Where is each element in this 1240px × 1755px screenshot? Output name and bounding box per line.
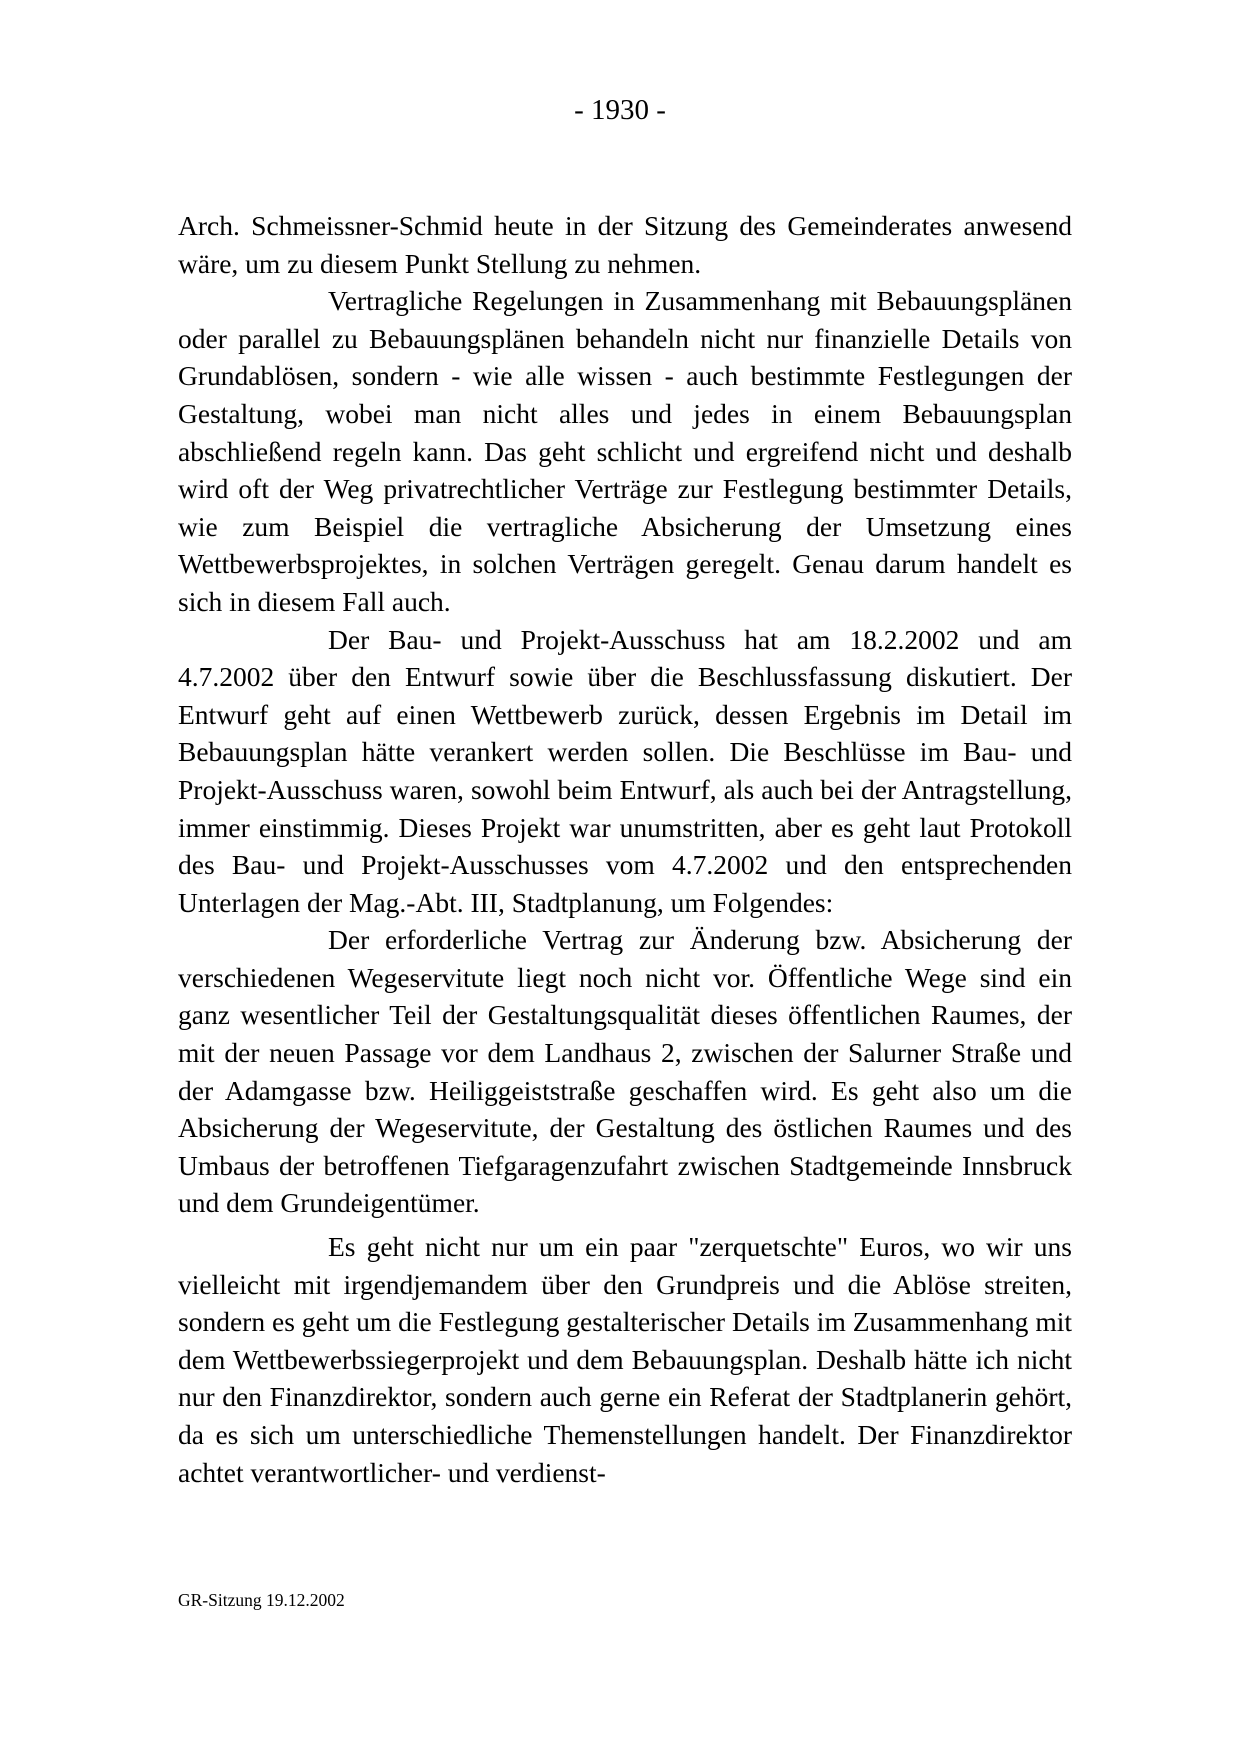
page-number: - 1930 - <box>574 94 666 126</box>
paragraph: Es geht nicht nur um ein paar "zerquetschte" Euros, wo wir uns vielleicht mit irgendjemandem über den Grundpreis und die Ablöse streiten, sondern es geht um die Festlegung gestalterischer Details im Zusammenhang mit dem Wettbewerbssiegerprojekt und dem Bebauungsplan. Deshalb hätte ich nicht nur den Finanzdirektor, sondern auch gerne ein Referat der Stadtplanerin gehört, da es sich um unterschiedliche Themenstellungen handelt. Der Finanzdirektor achtet verantwortlicher- und verdienst- <box>178 1231 1072 1488</box>
document-body <box>178 207 1072 1491</box>
paragraph: Der Bau- und Projekt-Ausschuss hat am 18.2.2002 und am 4.7.2002 über den Entwurf sowie über die Beschlussfassung diskutiert. Der Entwurf geht auf einen Wettbewerb zurück, dessen Ergebnis im Detail im Bebauungsplan hätte verankert werden sollen. Die Beschlüsse im Bau- und Projekt-Ausschuss waren, sowohl beim Entwurf, als auch bei der Antragstellung, immer einstimmig. Dieses Projekt war unumstritten, aber es geht laut Protokoll des Bau- und Projekt-Ausschusses vom 4.7.2002 und den entsprechenden Unterlagen der Mag.-Abt. III, Stadtplanung, um Folgendes: <box>178 623 1072 918</box>
paragraph: Arch. Schmeissner-Schmid heute in der Sitzung des Gemeinderates anwesend wäre, um zu diesem Punkt Stellung zu nehmen. <box>178 210 1072 279</box>
page-footer: GR-Sitzung 19.12.2002 <box>178 1590 345 1610</box>
paragraph: Der erforderliche Vertrag zur Änderung bzw. Absicherung der verschiedenen Wegeservitute liegt noch nicht vor. Öffentliche Wege sind ein ganz wesentlicher Teil der Gestaltungsqualität dieses öffentlichen Raumes, der mit der neuen Passage vor dem Landhaus 2, zwischen der Salurner Straße und der Adamgasse bzw. Heiliggeiststraße geschaffen wird. Es geht also um die Absicherung der Wegeservitute, der Gestaltung des östlichen Raumes und des Umbaus der betroffenen Tiefgaragenzufahrt zwischen Stadtgemeinde Innsbruck und dem Grundeigentümer. <box>178 924 1072 1219</box>
paragraph: Vertragliche Regelungen in Zusammenhang mit Bebauungsplänen oder parallel zu Bebauungsplänen behandeln nicht nur finanzielle Details von Grundablösen, sondern - wie alle wissen - auch bestimmte Festlegungen der Gestaltung, wobei man nicht alles und jedes in einem Bebauungsplan abschließend regeln kann. Das geht schlicht und ergreifend nicht und deshalb wird oft der Weg privatrechtlicher Verträge zur Festlegung bestimmter Details, wie zum Beispiel die vertragliche Absicherung der Umsetzung eines Wettbewerbsprojektes, in solchen Verträgen geregelt. Genau darum handelt es sich in diesem Fall auch. <box>178 285 1072 617</box>
